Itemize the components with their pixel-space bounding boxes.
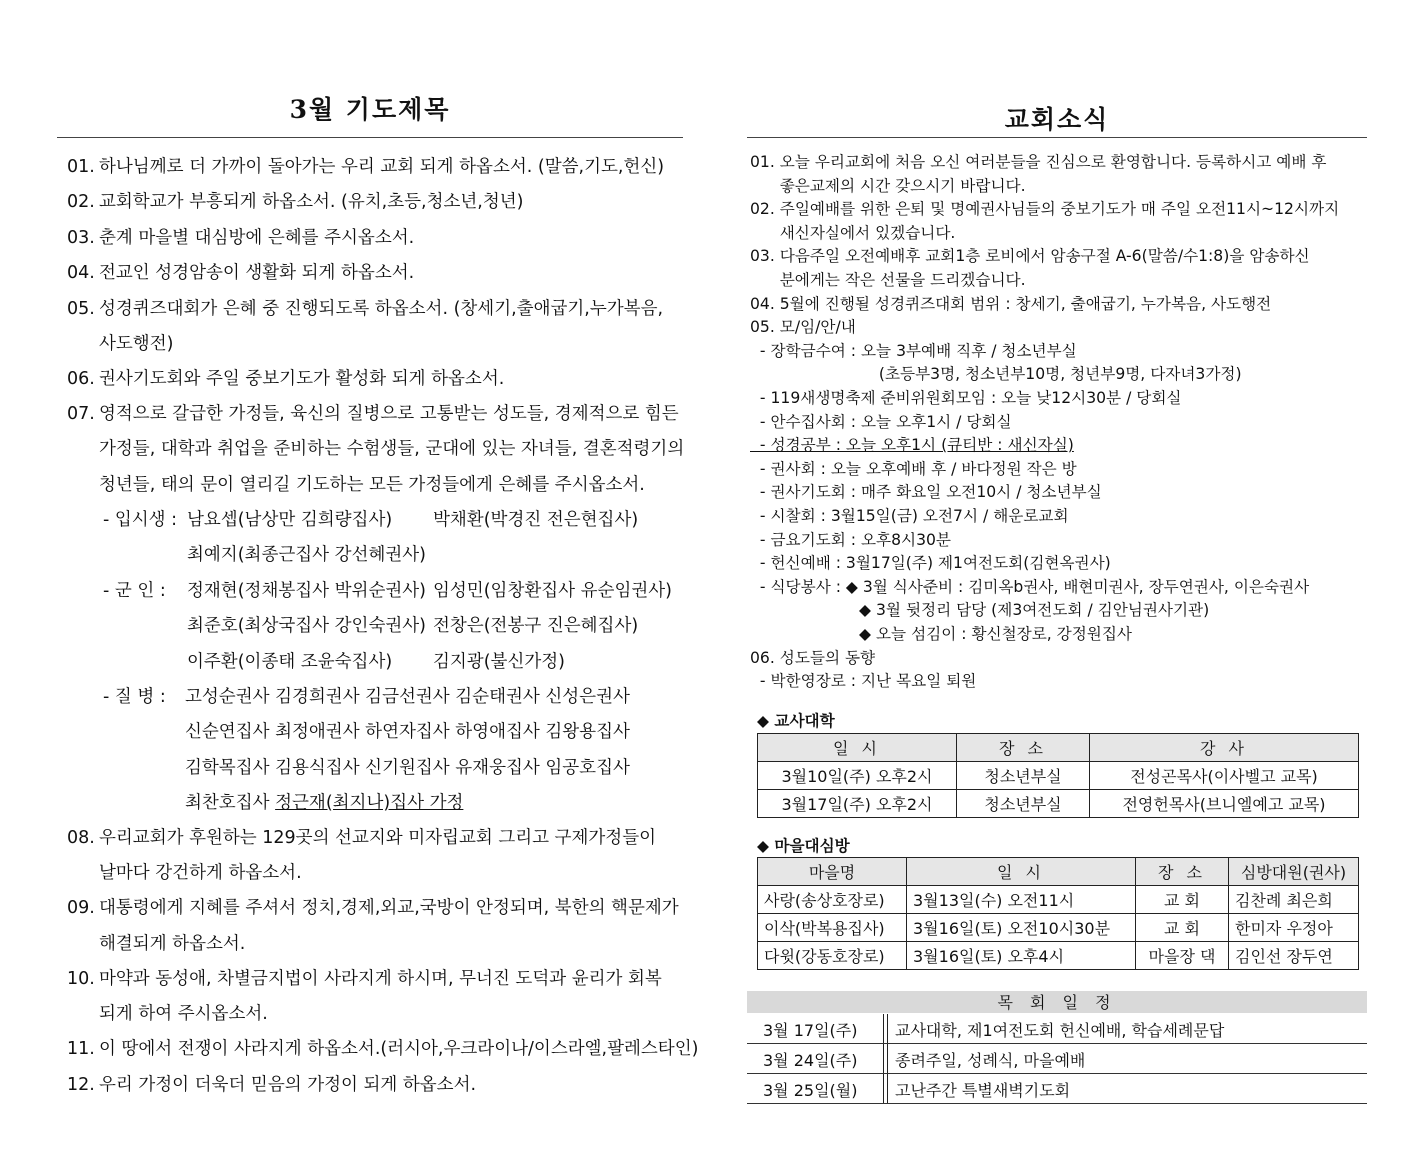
prayer-item: 10. 마약과 동성애, 차별금지법이 사라지게 하시며, 무너진 도덕과 윤리가 회복 bbox=[67, 969, 662, 989]
table-cell: 3월17일(주) 오후2시 bbox=[758, 790, 957, 818]
table-header: 심방대원(권사) bbox=[1229, 858, 1359, 886]
prayer-item: 09. 대통령에게 지혜를 주셔서 정치,경제,외교,국방이 안정되며, 북한의 핵문제가 bbox=[67, 898, 679, 918]
table-cell: 3월16일(토) 오후4시 bbox=[907, 942, 1136, 970]
news-line: 04. 5월에 진행될 성경퀴즈대회 범위 : 창세기, 출애굽기, 누가복음, 사도행전 bbox=[750, 295, 1272, 313]
news-line: ◆ 3월 뒷정리 담당 (제3여전도회 / 김안님권사기관) bbox=[750, 601, 1210, 619]
table-row bbox=[758, 886, 1359, 914]
news-line: 분에게는 작은 선물을 드리겠습니다. bbox=[750, 271, 1026, 289]
military-name: 전창은(전봉구 진은혜집사) bbox=[433, 616, 639, 636]
schedule-date: 3월 25일(월) bbox=[763, 1081, 858, 1100]
table-header: 일 시 bbox=[907, 858, 1136, 886]
schedule-event: 교사대학, 제1여전도회 헌신예배, 학습세례문답 bbox=[895, 1021, 1225, 1040]
table-cell: 사랑(송상호장로) bbox=[758, 886, 907, 914]
schedule-date: 3월 24일(주) bbox=[763, 1051, 858, 1070]
enlist-name: 박채환(박경진 전은현집사) bbox=[433, 510, 639, 530]
prayer-item: 03. 춘계 마을별 대심방에 은혜를 주시옵소서. bbox=[67, 228, 415, 248]
news-title-rule bbox=[747, 137, 1367, 138]
prayer-item: 11. 이 땅에서 전쟁이 사라지게 하옵소서.(러시아,우크라이나/이스라엘,팔레스타인) bbox=[67, 1039, 699, 1059]
table-row bbox=[758, 942, 1359, 970]
news-line: - 식당봉사 : ◆ 3월 식사준비 : 김미옥b권사, 배현미권사, 장두연권사, 이은숙권사 bbox=[750, 578, 1310, 596]
schedule-heading: 목 회 일 정 bbox=[747, 991, 1367, 1013]
news-line: - 성경공부 : 오늘 오후1시 (큐티반 : 새신자실) bbox=[750, 436, 1074, 454]
military-name: 김지광(불신가정) bbox=[433, 652, 565, 672]
news-line: - 안수집사회 : 오늘 오후1시 / 당회실 bbox=[750, 413, 1012, 431]
table-cell: 김인선 장두연 bbox=[1229, 942, 1359, 970]
table-cell: 김찬례 최은희 bbox=[1229, 886, 1359, 914]
teacher-college-table bbox=[757, 733, 1359, 818]
prayer-item-cont: 되게 하여 주시옵소서. bbox=[99, 1004, 268, 1024]
table-cell: 청소년부실 bbox=[957, 762, 1090, 790]
schedule-divider bbox=[883, 1074, 888, 1103]
prayer-item-cont: 날마다 강건하게 하옵소서. bbox=[99, 863, 302, 883]
table-cell: 3월13일(수) 오전11시 bbox=[907, 886, 1136, 914]
prayer-title: 3월 기도제목 bbox=[289, 95, 451, 124]
table-cell: 마을장 댁 bbox=[1136, 942, 1229, 970]
news-line: - 권사기도회 : 매주 화요일 오전10시 / 청소년부실 bbox=[750, 483, 1102, 501]
schedule-date: 3월 17일(주) bbox=[763, 1021, 858, 1040]
military-name: 최준호(최상국집사 강인숙권사) bbox=[187, 616, 426, 636]
military-name: 정재현(정채봉집사 박위순권사) bbox=[187, 581, 426, 601]
schedule-divider bbox=[883, 1014, 888, 1043]
village-visit-table bbox=[757, 857, 1359, 970]
table-cell: 전성곤목사(이사벨고 교목) bbox=[1090, 762, 1359, 790]
prayer-item: 12. 우리 가정이 더욱더 믿음의 가정이 되게 하옵소서. bbox=[67, 1075, 477, 1095]
news-line: 02. 주일예배를 위한 은퇴 및 명예권사님들의 중보기도가 매 주일 오전11시~12시까지 bbox=[750, 200, 1340, 218]
news-line: 03. 다음주일 오전예배후 교회1층 로비에서 암송구절 A-6(말씀/수1:8)을 암송하신 bbox=[750, 247, 1310, 265]
news-line: - 장학금수여 : 오늘 3부예배 직후 / 청소년부실 bbox=[750, 342, 1077, 360]
table-header: 마을명 bbox=[758, 858, 907, 886]
table-header: 장 소 bbox=[957, 734, 1090, 762]
table-header-row bbox=[758, 858, 1359, 886]
news-line: - 헌신예배 : 3월17일(주) 제1여전도회(김현옥권사) bbox=[750, 554, 1111, 572]
news-line: 01. 오늘 우리교회에 처음 오신 여러분들을 진심으로 환영합니다. 등록하시고 예배 후 bbox=[750, 153, 1327, 171]
news-line: 05. 모/임/안/내 bbox=[750, 318, 856, 336]
news-line: - 권사회 : 오늘 오후예배 후 / 바다정원 작은 방 bbox=[750, 460, 1077, 478]
table-header-row bbox=[758, 734, 1359, 762]
prayer-item: 07. 영적으로 갈급한 가정들, 육신의 질병으로 고통받는 성도들, 경제적으로 힘든 bbox=[67, 404, 679, 424]
news-line: 새신자실에서 있겠습니다. bbox=[750, 224, 956, 242]
prayer-item: 01. 하나님께로 더 가까이 돌아가는 우리 교회 되게 하옵소서. (말씀,기도,헌신) bbox=[67, 157, 665, 177]
table-cell: 한미자 우정아 bbox=[1229, 914, 1359, 942]
table-cell: 3월16일(토) 오전10시30분 bbox=[907, 914, 1136, 942]
illness-line: 김학목집사 김용식집사 신기원집사 유재웅집사 임공호집사 bbox=[185, 758, 630, 778]
news-line: - 119새생명축제 준비위원회모임 : 오늘 낮12시30분 / 당회실 bbox=[750, 389, 1182, 407]
schedule-event: 고난주간 특별새벽기도회 bbox=[895, 1081, 1071, 1100]
table-cell: 다윗(강동호장로) bbox=[758, 942, 907, 970]
prayer-item-cont: 가정들, 대학과 취업을 준비하는 수험생들, 군대에 있는 자녀들, 결혼적령기의 bbox=[99, 439, 685, 459]
news-title: 교회소식 bbox=[1004, 105, 1110, 134]
schedule-row bbox=[747, 1044, 1367, 1074]
prayer-item: 05. 성경퀴즈대회가 은혜 중 진행되도록 하옵소서. (창세기,출애굽기,누가복음, bbox=[67, 299, 664, 319]
prayer-item-cont: 해결되게 하옵소서. bbox=[99, 934, 246, 954]
enlist-label: - 입시생 : bbox=[103, 510, 178, 530]
prayer-item: 04. 전교인 성경암송이 생활화 되게 하옵소서. bbox=[67, 263, 415, 283]
illness-label: - 질 병 : bbox=[103, 687, 166, 707]
prayer-item: 02. 교회학교가 부흥되게 하옵소서. (유치,초등,청소년,청년) bbox=[67, 192, 524, 212]
schedule-row bbox=[747, 1014, 1367, 1044]
table-cell: 3월10일(주) 오후2시 bbox=[758, 762, 957, 790]
military-name: 임성민(임창환집사 유순임권사) bbox=[433, 581, 672, 601]
enlist-name: 최예지(최종근집사 강선혜권사) bbox=[187, 545, 426, 565]
teacher-college-heading: ◆ 교사대학 bbox=[757, 712, 835, 730]
table-row bbox=[758, 914, 1359, 942]
news-line: (초등부3명, 청소년부10명, 청년부9명, 다자녀3가정) bbox=[750, 365, 1242, 383]
illness-line: 고성순권사 김경희권사 김금선권사 김순태권사 신성은권사 bbox=[185, 687, 630, 707]
enlist-name: 남요셉(남상만 김희량집사) bbox=[187, 510, 393, 530]
prayer-title-rule bbox=[57, 137, 683, 138]
prayer-item: 06. 권사기도회와 주일 중보기도가 활성화 되게 하옵소서. bbox=[67, 369, 505, 389]
schedule-event: 종려주일, 성례식, 마을예배 bbox=[895, 1051, 1086, 1070]
schedule-divider bbox=[883, 1044, 888, 1073]
prayer-item-cont: 청년들, 태의 문이 열리길 기도하는 모든 가정들에게 은혜를 주시옵소서. bbox=[99, 475, 645, 495]
table-cell: 전영헌목사(브니엘예고 교목) bbox=[1090, 790, 1359, 818]
news-line: ◆ 오늘 섬김이 : 황신철장로, 강정원집사 bbox=[750, 625, 1132, 643]
military-label: - 군 인 : bbox=[103, 581, 166, 601]
news-line: - 시찰회 : 3월15일(금) 오전7시 / 해운로교회 bbox=[750, 507, 1069, 525]
prayer-item-cont: 사도행전) bbox=[99, 334, 174, 354]
table-header: 장 소 bbox=[1136, 858, 1229, 886]
prayer-item: 08. 우리교회가 후원하는 129곳의 선교지와 미자립교회 그리고 구제가정들이 bbox=[67, 828, 657, 848]
table-row bbox=[758, 762, 1359, 790]
table-header: 강 사 bbox=[1090, 734, 1359, 762]
village-visit-heading: ◆ 마을대심방 bbox=[757, 837, 850, 855]
news-line: - 금요기도회 : 오후8시30분 bbox=[750, 531, 952, 549]
illness-line: 신순연집사 최정애권사 하연자집사 하영애집사 김왕용집사 bbox=[185, 722, 630, 742]
table-cell: 교 회 bbox=[1136, 914, 1229, 942]
table-cell: 교 회 bbox=[1136, 886, 1229, 914]
news-line: - 박한영장로 : 지난 목요일 퇴원 bbox=[750, 672, 977, 690]
news-line: 06. 성도들의 동향 bbox=[750, 649, 876, 667]
table-cell: 청소년부실 bbox=[957, 790, 1090, 818]
table-header: 일 시 bbox=[758, 734, 957, 762]
news-line: 좋은교제의 시간 갖으시기 바랍니다. bbox=[750, 177, 1026, 195]
military-name: 이주환(이종태 조윤숙집사) bbox=[187, 652, 393, 672]
illness-line: 최찬호집사 정근재(최지나)집사 가정 bbox=[185, 793, 464, 813]
table-row bbox=[758, 790, 1359, 818]
schedule-row bbox=[747, 1074, 1367, 1104]
table-cell: 이삭(박복용집사) bbox=[758, 914, 907, 942]
